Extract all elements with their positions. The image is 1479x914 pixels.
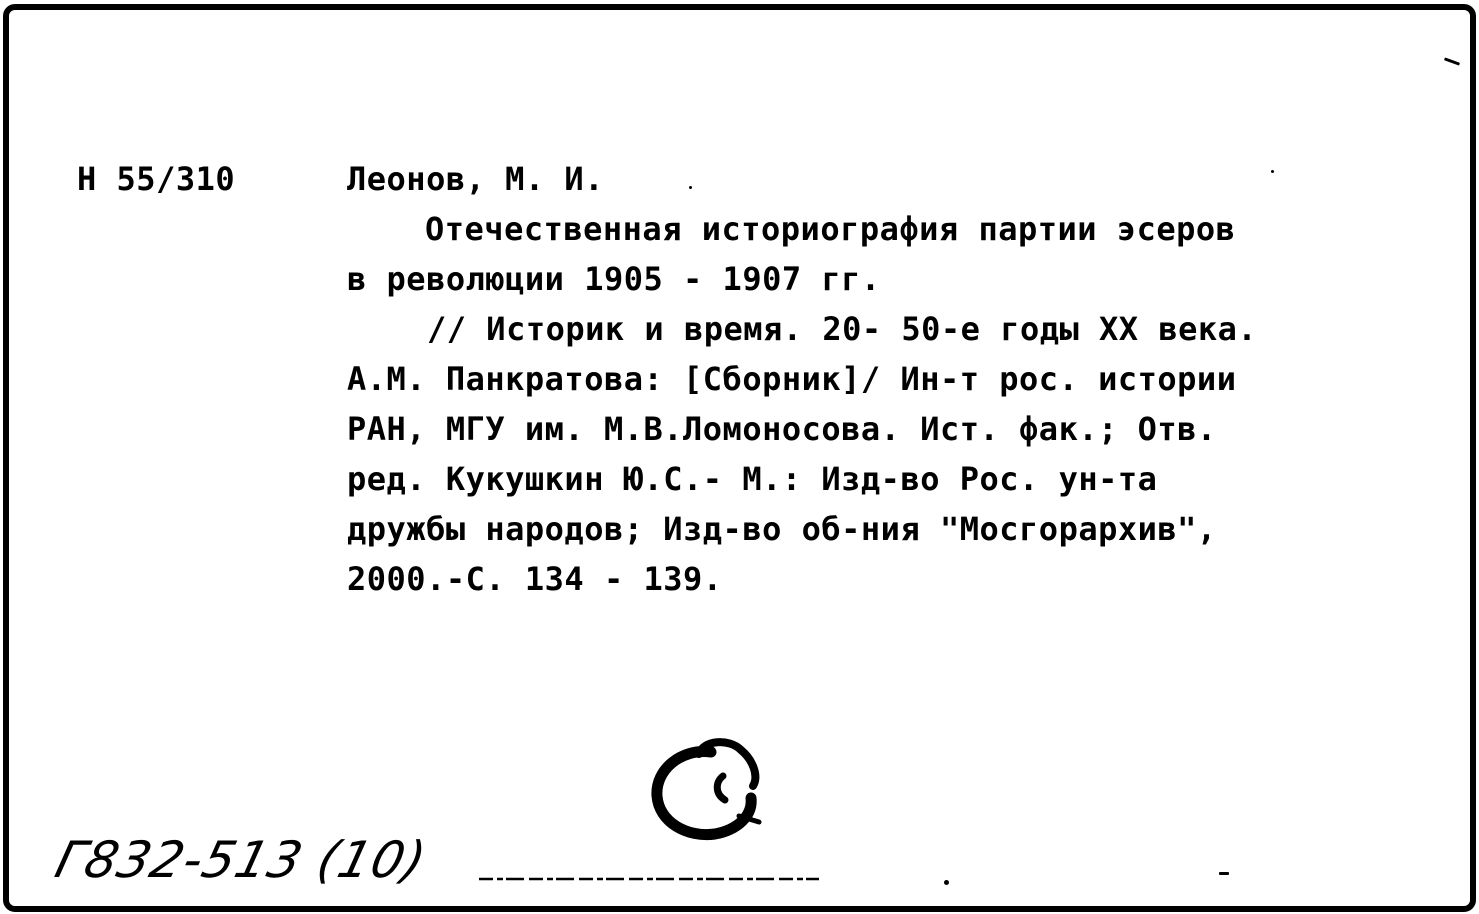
library-stamp-icon	[641, 730, 771, 850]
speck	[944, 880, 949, 885]
source-line-2: А.М. Панкратова: [Сборник]/ Ин-т рос. истории	[347, 360, 1237, 398]
source-line-5: дружбы народов; Изд-во об-ния "Мосгорархив",	[347, 510, 1217, 548]
source-line-4: ред. Кукушкин Ю.С.- М.: Изд-во Рос. ун-та	[347, 460, 1158, 498]
speck	[1219, 872, 1229, 875]
author-line: Леонов, М. И.	[347, 160, 604, 198]
underline-dashes	[479, 876, 819, 882]
bibliographic-entry	[347, 154, 1453, 604]
source-line-1: // Историк и время. 20- 50-е годы XX века.	[427, 310, 1258, 348]
catalog-card	[3, 4, 1476, 912]
source-line-3: РАН, МГУ им. М.В.Ломоносова. Ист. фак.; Отв.	[347, 410, 1217, 448]
title-line-1: Отечественная историография партии эсеров	[425, 210, 1236, 248]
shelf-mark: Н 55/310	[77, 160, 236, 198]
source-line-6: 2000.-С. 134 - 139.	[347, 560, 723, 598]
speck	[1444, 57, 1460, 65]
handwritten-inventory-number: Г832-513 (10)	[49, 831, 433, 889]
title-line-2: в революции 1905 - 1907 гг.	[347, 260, 881, 298]
speck	[1271, 170, 1274, 173]
speck	[689, 186, 692, 189]
